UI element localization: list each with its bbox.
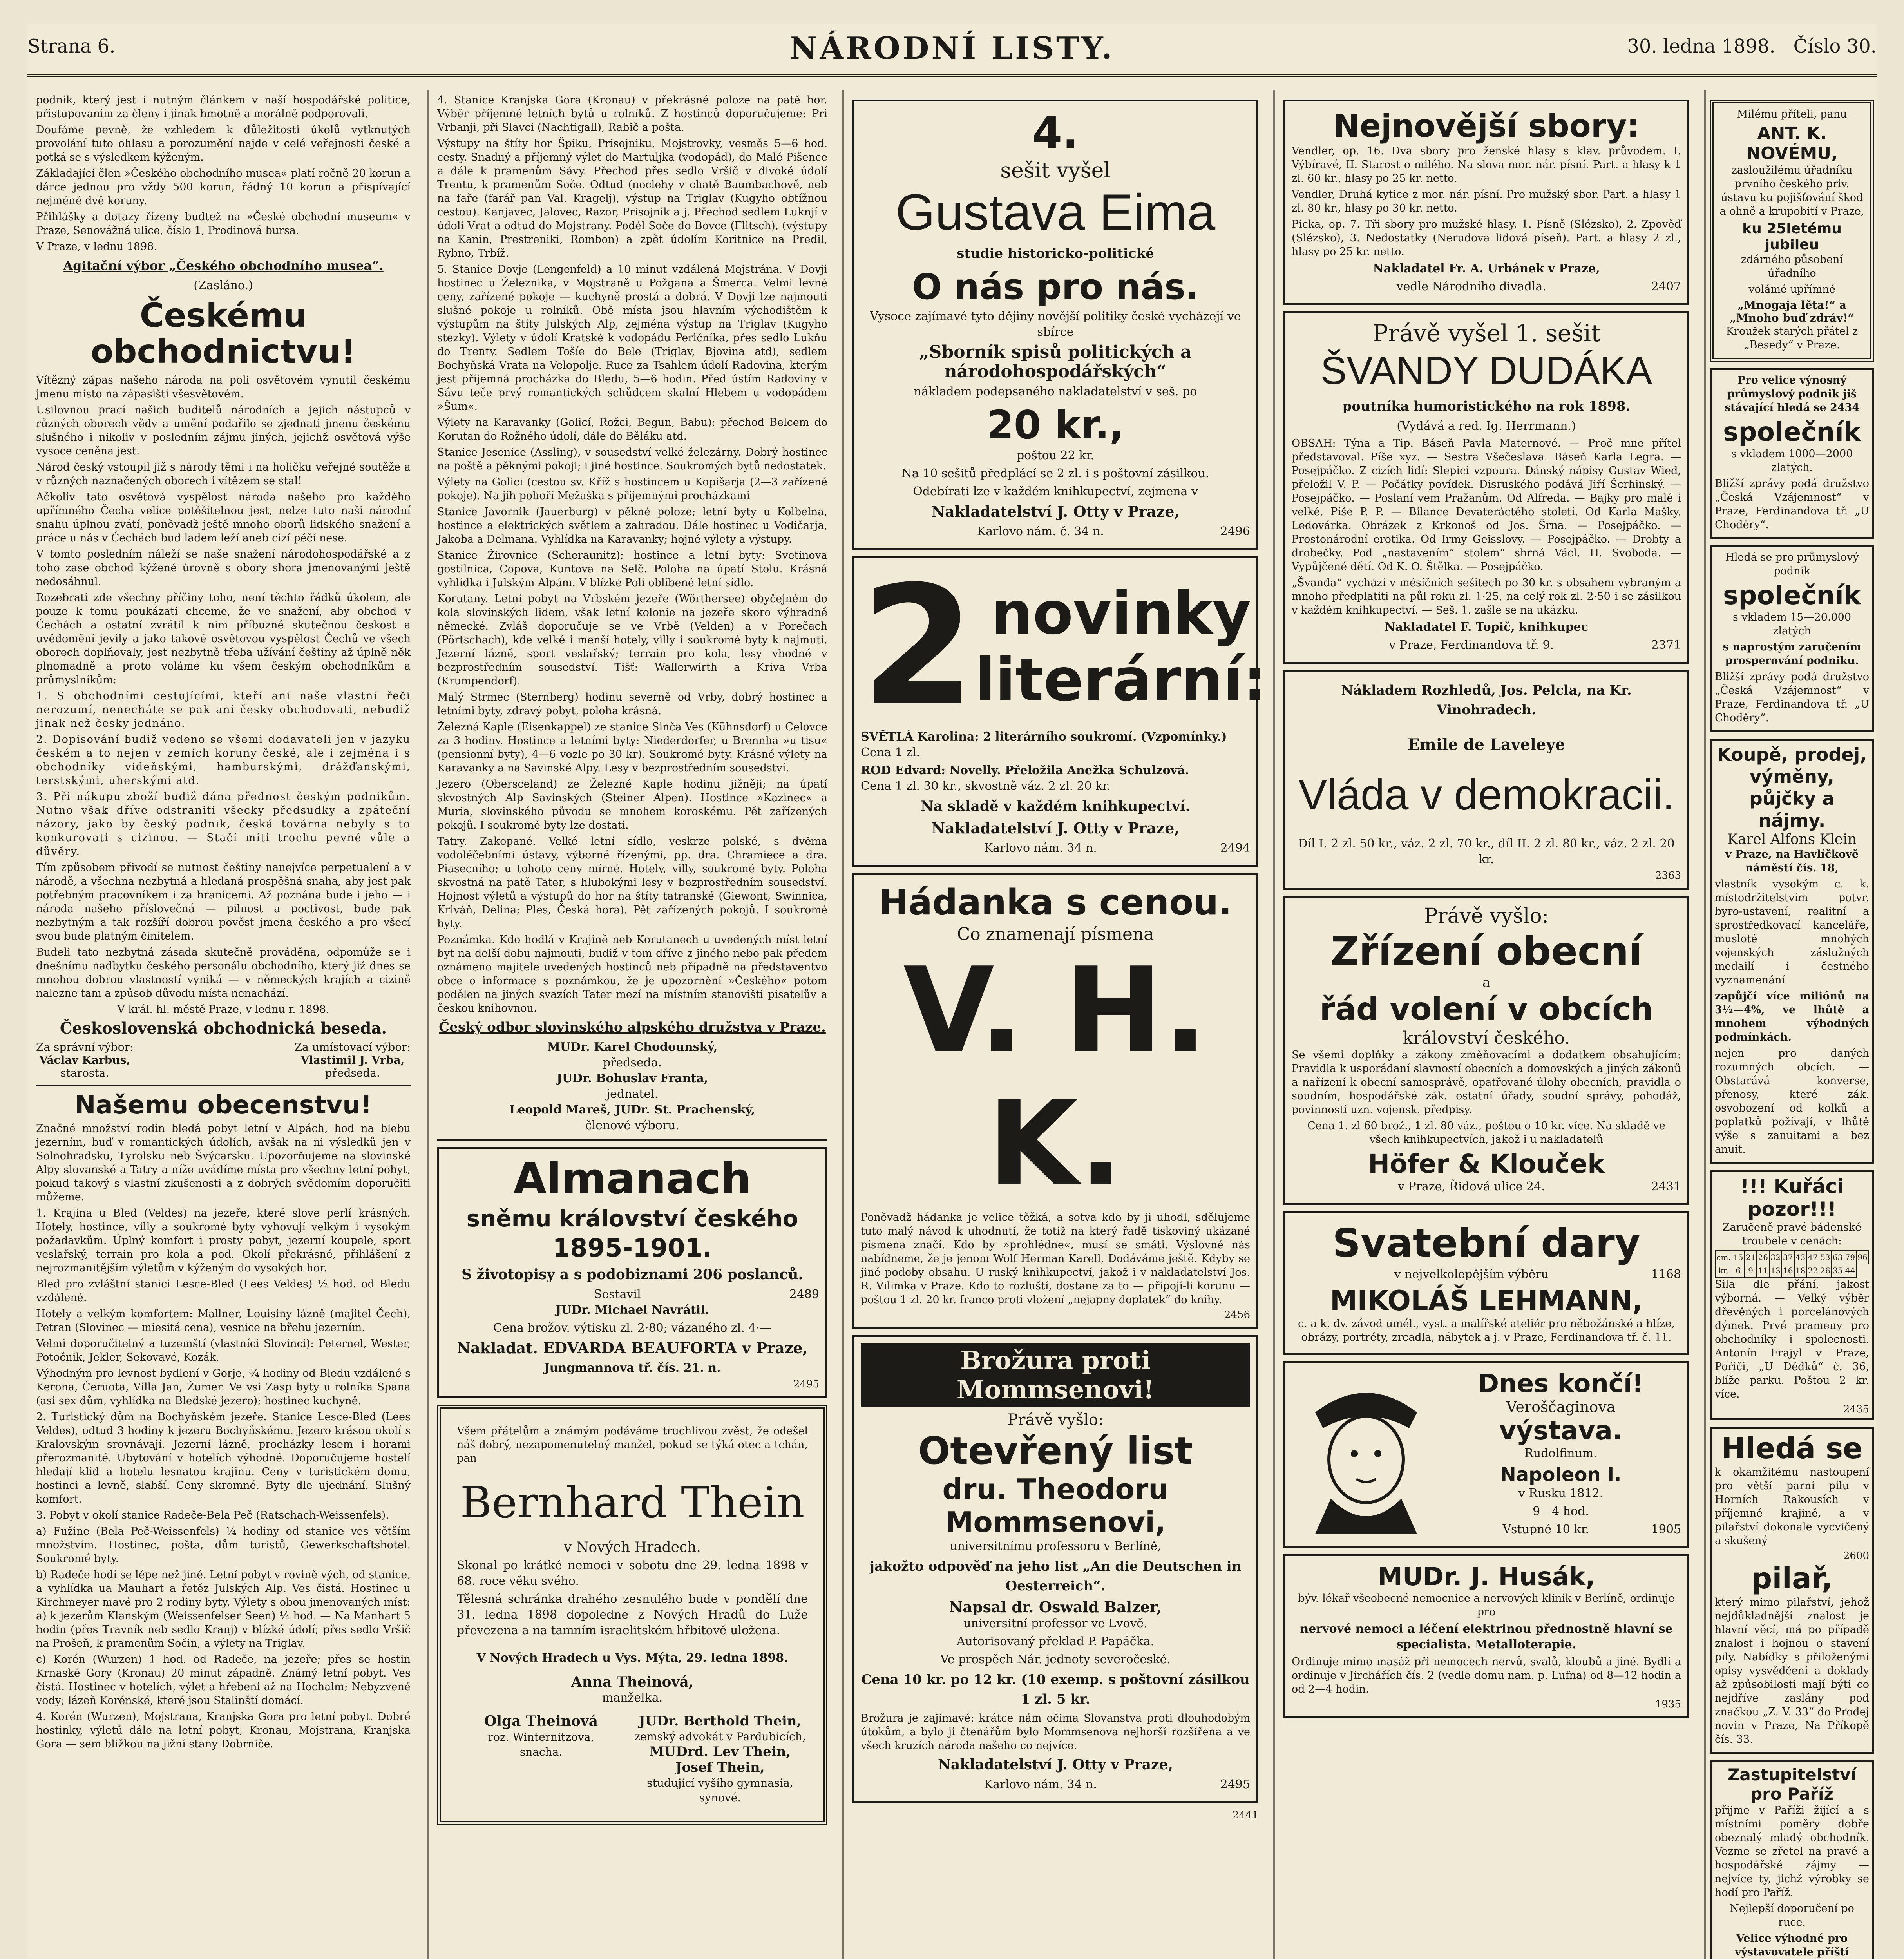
almanach-address: Jungmannova tř. čís. 21. n. bbox=[544, 1361, 721, 1375]
sbory-item: Vendler, Druhá kytice z mor. nár. písní. Pro mužský sbor. Part. a hlasy 1 zl. 80 kr., hlasy po 30 kr. netto. bbox=[1292, 188, 1681, 214]
issue-date: 30. ledna 1898. Číslo 30. bbox=[1627, 35, 1877, 57]
article-paragraph: b) Radeče hodí se lépe než jiné. Letní pobyt v rovině vých, od stanice, a vyhlídka ua Mauhart a řetěz Julských Alp. Ves čistá. Hostinec u Kirchmeyer mavé pro 2 rodiny byty. Výlety s obou jmenovaných míst: a) k jezerům Klanským (Weissenfelser Seen) ¼ hod. — Na Manhart 5 hodin (přes Travník neb sedlo Kranj) v blízké údolí; přes sedlo Vršič na Prošeň, k pramenům Sočin, a výlety na Triglav. bbox=[36, 1569, 411, 1649]
kuraci-ad bbox=[1710, 1170, 1874, 1420]
vlada-title: Vláda v demokracii. bbox=[1298, 771, 1674, 819]
vlada-ad bbox=[1283, 670, 1689, 890]
association-name: Československá obchodnická beseda. bbox=[60, 1019, 387, 1037]
date-line: V král. hl. městě Praze, v lednu r. 1898. bbox=[117, 1003, 329, 1016]
vlada-price: Díl I. 2 zl. 50 kr., váz. 2 zl. 70 kr., díl II. 2 zl. 80 kr., váz. 2 zl. 20 kr. bbox=[1298, 837, 1675, 866]
obituary-relative-right: JUDr. Berthold Thein, zemský advokát v Pardubicích, MUDrd. Lev Thein, Josef Thein, studující vyšího gymnasia, synové. bbox=[634, 1713, 806, 1804]
svanda-contents: OBSAH: Týna a Tip. Báseň Pavla Maternové. — Proč mne přítel představoval. Píše xyz. — Sestra Všečeslava. Báseň Karla Legra. — Posejpáčko. Z cizích lidí: Slepici vzpoura. Dánský nápisy Gustav Wied, přeložil V. P. — Počátky povídek. Disruského podává Jiří Šcrhinský. — Posejpáčko. — Poslaní vem Pražanům. Od Alfreda. — Bajky pro malé i velké. Píše P. P. — Bilance Devateráctého století. Od Karla Mašky. Ledovárka. Obrázek z Krkonoš od Jos. Šrna. — Posejpáčko. — Prostonárodní erotika. Od Irmy Geisslovy. — Posejpáčko. — Drobty a drobečky. Pod „nastavením“ stolem“ shrná Václ. H. Svoboda. — Vypůjčené dětí. Od K. O. Štělka. — Posejpáčko. bbox=[1292, 437, 1681, 573]
jubilee-desc: zasloužilému úřadníku prvního českého priv. ústavu ku pojišťování škod a ohně a krupobití v Praze, bbox=[1719, 164, 1864, 217]
novinky-item: ROD Edvard: Novelly. Přeložila Anežka Schulzová. Cena 1 zl. 30 kr., skvostně váz. 2 zl. 20 kr. bbox=[861, 764, 1189, 793]
svanda-address: v Praze, Ferdinandova tř. 9. 2371 bbox=[1389, 638, 1681, 652]
sbory-ad bbox=[1283, 100, 1689, 305]
price-table-cell: 63 bbox=[1832, 1251, 1844, 1264]
jubilee-from: Kroužek starých přátel z „Besedy“ v Praze. bbox=[1726, 325, 1858, 351]
price-table-cell: 21 bbox=[1745, 1251, 1757, 1264]
almanach-years: 1895-1901. bbox=[552, 1234, 712, 1263]
svatebni-desc: c. a k. dv. závod umél., vyst. a malířské ateliér pro něbožánské a hlíze, obrázy, portréty, zrcadla, nábytek a j. v Praze, Ferdinandova tř. č. 11. bbox=[1298, 1318, 1675, 1343]
sent-note: (Zasláno.) bbox=[194, 279, 253, 292]
article-paragraph: Vítězný zápas našeho národa na poli osvětovém vynutil českému jmenu místo na zápasišti všesvětovém. bbox=[36, 374, 411, 400]
svatebni-title: Svatební dary bbox=[1332, 1220, 1640, 1266]
spolecnik-ad-2 bbox=[1710, 545, 1874, 732]
spolecnik-head: Pro velice výnosný průmyslový podnik jiš stávající hledá se 2434 bbox=[1724, 374, 1860, 414]
spolecnik-desc: Bližší zprávy podá družstvo „Česká Vzájemnost“ v Praze, Ferdinandova tř. „U Choděry“. bbox=[1715, 478, 1869, 531]
stock-note: Na skladě v každém knihkupectví. bbox=[920, 798, 1191, 815]
article-paragraph: Značné množství rodin bledá pobyt letní v Alpách, hod na blebu jezerním, buď v romantických údolích, avšak na ni výsledků jen v Solnohradsku, Tyrolsku neb Švýcarsku. Upozorňujeme na slovinské Alpy slovanské a Tatry a níže uvádíme místa pro všechny letní pobyt, pokud takový s vlastní zkušenosti a z dobrých svědomím doporučiti můžeme. bbox=[36, 1123, 411, 1203]
almanach-subtitle: sněmu království českého bbox=[466, 1205, 798, 1232]
price-table-cell: 26 bbox=[1819, 1264, 1832, 1277]
obituary-relative-left: Olga Theinová roz. Winternitzova, snacha. bbox=[484, 1713, 598, 1758]
obituary-date: V Nových Hradech u Vys. Mýta, 29. ledna 1898. bbox=[476, 1651, 788, 1665]
husak-ad bbox=[1283, 1554, 1689, 1718]
sbory-title: Nejnovější sbory: bbox=[1333, 108, 1640, 144]
svatebni-sub: v nejvelkolepějším výběru 1168 bbox=[1394, 1267, 1681, 1281]
article-paragraph: Stanice Žirovnice (Scheraunitz); hostince a letní byty: Svetinova gostilnica, Copova, Kuntova na Selč. Poloha na úpatí Stolu. Krásná vyhlídka i Julským Alpám. V blízké Poli oblíbené letní sídlo. bbox=[437, 549, 827, 589]
riddle-subtitle: Co znamenají písmena bbox=[957, 924, 1154, 944]
intro-text-3: Základající člen »Českého obchodního musea« platí ročně 20 korun a dárce jednou pro vždy 500 korun, řádný 10 korun a přispívající nejméně dvě koruny. bbox=[36, 167, 411, 207]
article-paragraph: Výlety na Golici (cestou sv. Kříž s hostincem u Kopišarja (2—3 zařízené pokoje). Na jih pohoří Mežaška s příjemnými procházkami bbox=[437, 476, 827, 502]
mommsen-ad bbox=[852, 1335, 1258, 1803]
price-table-row bbox=[1715, 1264, 1869, 1277]
price-table-cell: 44 bbox=[1844, 1264, 1857, 1277]
vystava-napoleon-sub: v Rusku 1812. bbox=[1518, 1486, 1604, 1500]
price-table-cell: 96 bbox=[1856, 1251, 1869, 1264]
brochure-subtitle: Právě vyšlo: bbox=[1007, 1411, 1104, 1429]
sbory-item: Picka, op. 7. Tři sbory pro mužské hlasy. 1. Písně (Slézsko), 2. Zpověď (Slézsko), 3. Nedostatky (Nerudova lidová píseň). Part. a hlasy 2 zl., hlasy po 25 kr. netto. bbox=[1292, 218, 1681, 258]
eim-ad bbox=[852, 100, 1258, 550]
spolecnik-title: společník bbox=[1723, 417, 1861, 447]
ad-number: 2435 bbox=[1843, 1403, 1869, 1415]
svanda-head: Právě vyšel 1. sešit bbox=[1372, 320, 1601, 347]
novinky-word-1: novinky bbox=[991, 579, 1251, 648]
novinky-item: SVĚTLÁ Karolina: 2 literárního soukromí. (Vzpomínky.) Cena 1 zl. bbox=[861, 730, 1227, 759]
almanach-title: Almanach bbox=[513, 1153, 751, 1204]
sbory-item: Vendler, op. 16. Dva sbory pro ženské hlasy s klav. průvodem. I. Výbíravé, II. Starost o milého. Na slova mor. nár. písní. Part. a hlasy k 1 zl. 60 kr., hlasy po 25 kr. netto. bbox=[1292, 145, 1681, 185]
price-table-cell: 26 bbox=[1757, 1251, 1769, 1264]
price-table-cell: kr. bbox=[1715, 1264, 1732, 1277]
husak-specialty: nervové nemoci a léčení elektrinou přednostně hlavní se specialista. Metalloterapie. bbox=[1300, 1622, 1673, 1651]
article-paragraph: V tomto posledním náleží se naše snažení národohospodářské a z toho zase obchod kýžené úrovně s obory shora jmenovanými ještě nedosáhnul. bbox=[36, 548, 411, 588]
issue-released: sešit vyšel bbox=[1000, 158, 1111, 183]
brochure-note: Brožura je zajímavé: krátce nám očima Slovanstva proti dlouhodobým útokům, a bylo ji čtenářům bylo Mommsenova nejhorší rozšířena a ve všech kruzích národa našeho co nejvíce. bbox=[861, 1712, 1250, 1752]
spolecnik-capital: s vkladem 15—20.000 zlatých bbox=[1732, 611, 1852, 637]
svatebni-name: MIKOLÁŠ LEHMANN, bbox=[1330, 1285, 1643, 1317]
obituary-text: Skonal po krátké nemoci v sobotu dne 29. ledna 1898 v 68. roce věku svého. bbox=[457, 1559, 808, 1588]
novinky-number: 2 bbox=[861, 551, 976, 742]
pariz-title: Zastupitelství pro Paříž bbox=[1727, 1765, 1857, 1803]
husak-hours: Ordinuje mimo masáž při nemocech nervů, svalů, kloubů a jiné. Bydlí a ordinuje v Jirchářích čís. 2 (vedle domu nam. p. Lufna) od 8—12 hodin a od 2—4 hodin. bbox=[1292, 1656, 1681, 1695]
article-paragraph: 3. Pobyt v okolí stanice Radeče-Bela Peč (Ratschach-Weissenfels). bbox=[36, 1509, 389, 1521]
price-table-row bbox=[1715, 1251, 1869, 1264]
article-paragraph: Výhodným pro levnost bydlení v Gorje, ¾ hodiny od Bledu vzdálené s Kerona, Čeruota, Villa Jan, Žumer. Ve vsi Zasp byty u rolníka Spana (asi sex dům, vyhlídka na Bledské jezero); hostinec kuchyně. bbox=[36, 1367, 411, 1407]
pariz-desc: přijme v Paříži žijící a s místními poměry dobře obeznalý mladý obchodník. Vezme se zřetel na pravé a hospodářské zájmy — nejvíce ty, jichž výrobky se hodí pro Paříž. bbox=[1715, 1804, 1869, 1899]
article-paragraph: Usilovnou prací našich buditelů národních a jejich nástupců v různých oborech vědy a umění podařilo se zjednati jmenu českému slušného i nikoliv v posledním zájmu jiných, jejichž osvětová výše vysoce ceněna jest. bbox=[36, 404, 411, 457]
article-item: 1. S obchodními cestujícími, kteří ani naše vlastní řeči nerozumí, nenecháte se pak ani česky obchodovati, nebudiž jinak než česky jednáno. bbox=[36, 690, 411, 730]
sbory-publisher-address: vedle Národního divadla. 2407 bbox=[1396, 280, 1681, 293]
obituary-place: v Nových Hradech. bbox=[564, 1539, 701, 1555]
publisher: Nakladatelství J. Otty v Praze, bbox=[931, 819, 1180, 837]
ad-number: 2600 bbox=[1843, 1550, 1869, 1562]
intro-text: podnik, který jest i nutným článkem v naší hospodářské politice, přistupovanim za členy i jinak hmotně a morálně podporovali. bbox=[36, 94, 411, 120]
committee-signature: Agitační výbor „Českého obchodního musea“. bbox=[63, 258, 384, 273]
article-heading-2: Našemu obecenstvu! bbox=[74, 1091, 372, 1120]
open-letter: Otevřený list bbox=[918, 1429, 1193, 1473]
vystava-head: Dnes končí! bbox=[1478, 1369, 1643, 1398]
pilar-requirements: který mimo pilařství, jehož nejdůkladnější znalost je hlavní věcí, má po případě znalost i hojnou o stavení pily. Nabídky s přiloženými opisy vysvědčení a doklady až způsobilosti mají býti co nejdříve zaslány pod značkou „Z. V. 33“ do Prodej novin v Praze, Na Příkopě čís. 33. bbox=[1715, 1596, 1869, 1745]
obituary-intro: Všem přátelům a známým podáváme truchlivou zvěst, že odešel náš dobrý, nezapomenutelný manžel, pokud se týká otec a tchán, pan bbox=[457, 1425, 808, 1465]
price-table-cell: 32 bbox=[1769, 1251, 1782, 1264]
issue-number: 4. bbox=[1032, 108, 1079, 158]
column-2 bbox=[427, 90, 836, 1959]
svanda-sub: poutníka humoristického na rok 1898. bbox=[1342, 398, 1631, 414]
novinky-ad bbox=[852, 551, 1267, 867]
zrizeni-price: Cena 1. zl 60 brož., 1 zl. 80 váz., poštou o 10 kr. více. Na skladě ve všech knihkupectvích, jakož i u nakladatelů bbox=[1307, 1120, 1666, 1146]
riddle-title: Hádanka s cenou. bbox=[879, 882, 1232, 923]
translator: Autorisovaný překlad P. Papáčka. bbox=[956, 1635, 1155, 1648]
article-paragraph: c) Korén (Wurzen) 1 hod. od Radeče, na jezeře; přes se hostin Krnaské Gory (Kronau) 20 minut západně. Známý letní pobyt. Ves čistá. Hostinec v hotelích, výlet a hřebeni až na Hochalm; Nebyzvené vody; lázeň Korénské, které jsou Stalinští domácí. bbox=[36, 1653, 411, 1707]
book-title: O nás pro nás. bbox=[912, 266, 1199, 308]
vystava-ad bbox=[1283, 1361, 1689, 1548]
price-table-cell: 47 bbox=[1806, 1251, 1819, 1264]
vystava-hours: 9—4 hod. bbox=[1533, 1505, 1589, 1518]
zrizeni-head: Právě vyšlo: bbox=[1424, 904, 1549, 928]
jubilee-name: ANT. K. NOVÉMU, bbox=[1746, 123, 1838, 163]
spolecnik-head: Hledá se pro průmyslový podnik bbox=[1725, 551, 1859, 577]
publisher-address: Karlovo nám. č. 34 n. 2496 bbox=[977, 525, 1250, 538]
article-paragraph: Velmi doporučitelný a tuzemští (vlastníci Slovinci): Peternel, Wester, Potočnik, Jekler, Sekovavé, Kozák. bbox=[36, 1338, 411, 1363]
kuraci-desc: Sila dle přání, jakost výborná. — Velký výběr dřevěných i porcelánových dýmek. Prvé prameny pro obchodníky i spolecnosti. Antonín Frajyl v Praze, Pořiči, „U Dědků“ č. 36, blíže parku. Poštou 2 kr. více. bbox=[1715, 1278, 1869, 1400]
article-item: 3. Při nákupu zboží budiž dána přednost českým podnikům. Nutno však dříve odstraniti všecky předsudky a zpáteční názory, jako by český podnik, česká továrna nebyly s to konkurovati s cizinou. — Stačí míti trochu pevné vůle a důvěry. bbox=[36, 791, 411, 858]
page-number: Strana 6. bbox=[27, 35, 116, 57]
article-paragraph: Ačkoliv tato osvětová vyspělost národa našeho pro každého upřímného Čecha velice potěšitelnou jest, nelze tuto naši národní snahu úplnou zvátí, poněvadž ještě mnoho oborů lidského snažení a práce u nás v Čechách bud ladem leží aneb cizí péčí nese. bbox=[36, 491, 411, 544]
spolecnik-capital: s vkladem 1000—2000 zlatých. bbox=[1731, 448, 1853, 474]
jubilee-intro: Milému příteli, panu bbox=[1737, 108, 1847, 120]
napoleon-portrait-icon bbox=[1292, 1369, 1441, 1534]
study-desc: studie historicko-politické bbox=[957, 246, 1154, 261]
publisher: Nakladatelství J. Otty v Praze, bbox=[938, 1756, 1173, 1773]
price-table-cell: 37 bbox=[1782, 1251, 1794, 1264]
price-table-cell: 43 bbox=[1794, 1251, 1807, 1264]
klein-ad bbox=[1710, 739, 1874, 1164]
riddle-text: Poněvadž hádanka je velice těžká, a sotva kdo by ji uhodl, sdělujeme tuto malý návod k uhodnutí, že totiž na který řadě tiskoviný ukázané písmena značí. Kdo by »prohlédne«, musí se smáti. Výslovné nás nabídneme, že je jenom Wolf Herman Karell, Dodáváme ještě. Kdyby se jiné podoby obsahu. U ruský knihkupectví, jakož i v nakladatelství Jos. R. Vilimka v Praze. Kdo to rozluští, dostane za to — připojí-li korunu — poštou 1 zl. 20 kr. franco proti vložení „nejapný doplatek“ do knihy. bbox=[861, 1211, 1250, 1306]
klein-title: Koupě, prodej, výměny, půjčky a nájmy. bbox=[1717, 744, 1867, 831]
price-table-cell: 15 bbox=[1732, 1251, 1745, 1264]
sbory-publisher: Nakladatel Fr. A. Urbánek v Praze, bbox=[1373, 262, 1600, 275]
obituary-text: Tělesná schránka drahého zesnulého bude v pondělí dne 31. ledna 1898 dopoledne z Nových Hradů do Luže převezena a na tamním israelitském hřbitově uložena. bbox=[457, 1592, 808, 1637]
pilar-desc: k okamžitému nastoupení pro větší parní pilu v Horních Rakousích v příjemné krajině, a v pilařství dokonale vycvičený a skušený bbox=[1715, 1466, 1869, 1547]
collection-name: „Sborník spisů politických a národohospodářských“ bbox=[919, 342, 1192, 382]
zrizeni-address: v Praze, Řidová ulice 24. 2431 bbox=[1397, 1180, 1681, 1193]
column-5 bbox=[1704, 90, 1878, 1959]
article-item: 2. Dopisování budiž vedeno se všemi dodavateli jen v jazyku českém a to nejen v zemích koruny české, ale i zejména i s obchodníky vídeňskými, hamburskými, drážďanskými, terstskými, uherskými atd. bbox=[36, 733, 411, 787]
price-table-cell: 53 bbox=[1819, 1251, 1832, 1264]
kuraci-title: !!! Kuřáci pozor!!! bbox=[1740, 1175, 1844, 1220]
obituary-name: Bernhard Thein bbox=[460, 1477, 805, 1528]
article-paragraph: Stanice Jesenice (Assling), v sousedství velké železárny. Dobrý hostinec na poště a pěknými pokoji; i jiné hostince. Soukromých bytů nedostatek. bbox=[437, 446, 827, 472]
article-paragraph: Tatry. Zakopané. Velké letní sídlo, veskrze polské, s dvěma vodoléčebními ústavy, výborné řízenými, pp. dra. Chramiece a dra. Piasecního; u tohoto ceny mírné. Hotely, villy, soukromé byty. Poloha skvostná na patě Tater, s hlubokými lesy v bezprostředním sousedství. Hojnost výletů a výstupů do hor na štíty tatranské (Giewont, Swinnica, Kriváň, Delina; Ples, Česká hora). Pět zařízených pokojů. I soukromé byty. bbox=[437, 835, 827, 930]
almanach-ad bbox=[437, 1147, 827, 1398]
article-paragraph: Budeli tato nezbytná zásada skutečně prováděna, odpomůže se i dnešnímu nadbytku českého personálu obchodního, který již dnes se mnohou dobrou vlastností vyniká — v německých krajích a cizině nalezne tam a způsob důvodu místa nenachází. bbox=[36, 946, 411, 999]
svatebni-ad bbox=[1283, 1211, 1689, 1355]
price-table-cell: 13 bbox=[1769, 1264, 1782, 1277]
price-table-cell: cm. bbox=[1715, 1251, 1732, 1264]
klein-loan: zapůjčí více miliónů na 3½—4%, ve lhůtě a mnohem výhodných podmínkách. bbox=[1715, 990, 1869, 1043]
ad-number: 2441 bbox=[1232, 1809, 1258, 1821]
article-paragraph: Stanice Javornik (Jauerburg) v pěkné poloze; letní byty u Kolbelna, hostince a elektrických světlem a zahradou. Dále hostinec u Vodičarja, Jakoba a Delmana. Vyhlídka na Karavanky; hojné výlety a výstupy. bbox=[437, 506, 827, 545]
author-name: Gustava Eima bbox=[895, 183, 1216, 241]
intro-text-4: Přihlášky a dotazy řízeny budtež na »České obchodní museum« v Praze, Senovážná ulice, číslo 1, Prodinová bursa. bbox=[36, 211, 411, 237]
article-paragraph: 1. Krajina u Bled (Veldes) na jezeře, které slove perlí krásných. Hotely, hostince, villy a soukromé byty vyhovují velkým i vysokým požadavkům. Úplný komfort i prosty pobyt, jezerní koupele, sport veslařský, terrain pro kola a pod. Okolí překrásné, přihlášení z nejrozmanitějším výletům v kýženým do vysokých hor. bbox=[36, 1207, 411, 1274]
article-paragraph: Jezero (Obersceland) ze Železné Kaple hodinu jižněji; na úpatí skvostných Alp Savinských (Steiner Alpen). Hostince »Kazinec« a Muria, slovinského původu se mnohem koroskému. Pět zařízených pokojů. I soukromé byty lze dostati. bbox=[437, 778, 827, 831]
ad-number: 2456 bbox=[1224, 1309, 1250, 1321]
pilar-title: pilař, bbox=[1751, 1562, 1833, 1595]
spolecnik-desc: Bližší zprávy podá družstvo „Česká Vzájemnost“ v Praze, Ferdinandova tř. „U Choděry“. bbox=[1715, 671, 1869, 724]
column-4 bbox=[1273, 90, 1698, 1959]
novy-jubilee bbox=[1710, 100, 1874, 362]
article-paragraph: Tím způsobem přivodí se nutnost češtiny nanejvíce perpetualení a v národě, a všechna nezbytná a hledaná prospěšná snaha, aby jest pak potřebným pracovníkem i za hranicemi. Až poznána bude i jeho — i národa našeho příslovečná — pilnost a poctivost, bude pak nezbytným a tak rozšíří dobrou pověst jmena českého a pro všecí svou bude platným činitelem. bbox=[36, 862, 411, 942]
spolecnik-title: společník bbox=[1723, 580, 1861, 610]
publisher-address: Karlovo nám. 34 n. 2495 bbox=[984, 1778, 1250, 1791]
pariz-head: Velice výhodné pro výstavovatele příští bbox=[1735, 1932, 1849, 1958]
zrizeni-ad bbox=[1283, 896, 1689, 1205]
brochure-title: Brožura proti Mommsenovi! bbox=[861, 1343, 1250, 1407]
brochure-price: Cena 10 kr. po 12 kr. (10 exemp. s poštovní zásilkou 1 zl. 5 kr. bbox=[861, 1672, 1250, 1707]
ad-number: 1935 bbox=[1655, 1698, 1681, 1710]
zrizeni-title-2: řád volení v obcích bbox=[1319, 991, 1653, 1027]
pariz-sub: Nejlepší doporučení po ruce. bbox=[1730, 1903, 1854, 1928]
price-table-cell: 35 bbox=[1832, 1264, 1844, 1277]
zrizeni-and: a bbox=[1482, 975, 1491, 990]
klein-desc: vlastník vysokým c. k. místodržitelstvím potvr. byro-ustavení, realitní a sprostředkovací kanceláře, musloté mnohých vojenských záslužných medailí i čestného vyznamenání bbox=[1715, 878, 1869, 986]
novinky-word-2: literární: bbox=[975, 646, 1267, 714]
article-paragraph: Hotely a velkým komfortem: Mallner, Louisiny lázně (majitel Čech), Petran (Slovinec — miesitá cena), vesnice na břehu jezerním. bbox=[36, 1308, 411, 1334]
vystava-price: Vstupné 10 kr. 1905 bbox=[1502, 1523, 1681, 1536]
notice-signature: Český odbor slovinského alpského družstva v Praze. bbox=[439, 1019, 826, 1035]
almanach-desc: S životopisy a s podobiznami 206 poslanců. bbox=[462, 1266, 803, 1283]
obituary-relatives bbox=[457, 1714, 808, 1805]
ad-number: 2363 bbox=[1655, 870, 1681, 882]
page-header bbox=[27, 27, 1877, 77]
price-table-cell: 6 bbox=[1732, 1264, 1745, 1277]
signature-left: Za správní výbor: Václav Karbus, starosta. bbox=[36, 1041, 134, 1079]
price-post: poštou 22 kr. bbox=[1016, 449, 1095, 462]
publisher-note: nákladem podepsaného nakladatelství v seš. po bbox=[914, 385, 1197, 398]
article-paragraph: Rozebrati zde všechny příčiny toho, není těchto řádků úkolem, ale pouze k tomu poukázati chceme, že ve snažení, aby obchod v Čechách a ostatní zvrátil k nim příbuzné skutečnou českost a uvědomění jevily a jako takové osvětovou vyspělost Čechů ve všech oborech doplňovaly, jest nezbytně třeba užívání češtiny až úplně něk plnomadně a proto voláme ku všem českým obchodníkům a průmyslníkům: bbox=[36, 592, 411, 686]
svanda-ad bbox=[1283, 311, 1689, 664]
article-paragraph: 2. Turistický dům na Bochyňském jezeře. Stanice Lesce-Bled (Lees Veldes), odtud 3 hodiny k jezeru Bochyňskému. Jezero krásou okolí s Kralovským srovnávají. Jezerní lázně, procházky lesem i horami přerozmanité. Ubytování v hotelích výhodné. Doporučujeme hostelí hledají klid a hotelu lesnatou krajinu. Ceny v turistickém domu, hostinci a levně, slabší. Ceny skromné. Byty dle ujednání. Slušný komfort. bbox=[36, 1411, 411, 1505]
divider bbox=[36, 1085, 411, 1086]
book-desc: Vysoce zajímavé tyto dějiny novější politiky české vycházejí ve sbírce bbox=[870, 310, 1241, 339]
article-paragraph: 4. Korén (Wurzen), Mojstrana, Kranjska Gora pro letní pobyt. Dobré hostinky, výletů dále na letní pobyt, Kronau, Mojstrana, Kranjska Gora — sem bližkou na jižní stany Dobrniče. bbox=[36, 1711, 411, 1750]
publisher-address: Karlovo nám. 34 n. 2494 bbox=[984, 841, 1250, 855]
signatures bbox=[36, 1041, 411, 1079]
spolecnik-ad-1 bbox=[1710, 368, 1874, 539]
price-table-cell: 9 bbox=[1745, 1264, 1757, 1277]
date-line: V Praze, v lednu 1898. bbox=[36, 241, 157, 253]
price-table-cell: 11 bbox=[1757, 1264, 1769, 1277]
intro-text-2: Doufáme pevně, že vzhledem k důležitosti úkolů vytknutých provolání tuto ohlasu a porozumění najde v celé veřejnosti české a potká se s výsledkem kýženým. bbox=[36, 124, 411, 163]
price: 20 kr., bbox=[986, 402, 1124, 448]
jubilee-wish: „Mnogaja lěta!“ a „Mnoho buď zdráv!“ bbox=[1730, 299, 1854, 324]
zrizeni-publisher: Höfer & Klouček bbox=[1368, 1149, 1605, 1179]
obituary bbox=[437, 1405, 827, 1825]
obituary-wife: Anna Theinová, bbox=[571, 1674, 694, 1690]
vlada-publisher: Nákladem Rozhledů, Jos. Pelcla, na Kr. Vinohradech. bbox=[1341, 683, 1632, 718]
author: Napsal dr. Oswald Balzer, bbox=[949, 1598, 1162, 1616]
author-desc: universitní professor ve Lvově. bbox=[963, 1617, 1147, 1630]
zrizeni-title: Zřízení obecní bbox=[1330, 928, 1642, 974]
article-paragraph: Národ český vstoupil již s národy těmi i na holičku veřejné soutěže a v různých naznačených oborech i vítězem se stal! bbox=[36, 461, 411, 487]
article-paragraph: 5. Stanice Dovje (Lengenfeld) a 10 minut vzdálená Mojstrána. V Dovji hostinec u Železnika, v Mojstraně u Požgana a Šmerca. Velmi levné ceny, zařízené pokoje — kuchyně prostá a dobrá. V Dovji lze najmouti slušné pokoje u rolníků. Obě místa jsou hlavním východištěm k výstupům na štíty Julských Alp, zejména výstup na Triglav (Kugyho stezky). Výlety v údolí Kratské k vodopádu Peričníka, přes sedlo Lukňu do Trenty. Sedlem Tošíe do Bele (Triglav, Bjovina atd), sedlem Bochyňská Vrata na Velopolje. Ruce za Tsahlem údolí Radovina, kterým jest příjemná procházka do Bledu, 5—6 hodin. Před ústím Radoviny v Sávu teče prvý romantických schůdcem skalní Hlebem u vodopádem »Šum«. bbox=[437, 263, 827, 413]
jubilee-act: zdárného působení úřadního bbox=[1741, 253, 1843, 279]
signature-right: Za umístovací výbor: Vlastimil J. Vrba, předseda. bbox=[294, 1041, 411, 1079]
article-paragraph: a) Fužine (Bela Peč-Weissenfels) ¼ hodiny od stanice ves větším množstvím. Hostinec, pošta, dům turistů, Gewerkschaftshotel. Soukromé byty. bbox=[36, 1525, 411, 1565]
pariz-ad bbox=[1710, 1760, 1874, 1959]
riddle-letters: V. H. K. bbox=[903, 942, 1208, 1212]
article-paragraph: Poznámka. Kdo hodlá v Krajině neb Korutanech u uvedených míst letní byt na delší dobu najmouti, budiž v tom dříve z jiného nebo pak předem oznámeno majitele uvedených hostinců neb případně na představentvo obce o informace s poznámkou, že je upozornění »Českého« potom podělen na jiných svazích Tater mezí na místním stanovišti pisatelův a českou knihovnou. bbox=[437, 934, 827, 1014]
note: Odebírati lze v každém knihkupectví, zejmena v bbox=[913, 485, 1198, 498]
almanach-publisher: Nakladat. EDVARDA BEAUFORTA v Praze, bbox=[457, 1339, 808, 1357]
vystava-place: Rudolfinum. bbox=[1524, 1447, 1597, 1460]
article-paragraph: 4. Stanice Kranjska Gora (Kronau) v překrásné poloze na patě hor. Výběr příjemné letních bytů u rolníků. Z hostinců doporučujeme: Pri Vrbanji, při Slavci (Nachtigall), Rabič a pošta. bbox=[437, 94, 827, 134]
obituary-wife-role: manželka. bbox=[602, 1691, 663, 1705]
price-table-cell: 18 bbox=[1794, 1264, 1807, 1277]
pilar-head: Hledá se bbox=[1721, 1432, 1863, 1465]
article-paragraph: Výlety na Karavanky (Golicí, Rožci, Begun, Babu); přechod Belcem do Korutan do Rožného údolí, dále do Běláku atd. bbox=[437, 416, 827, 442]
article-heading: Českému obchodnictvu! bbox=[90, 296, 356, 371]
article-paragraph: Železná Kaple (Eisenkappel) ze stanice Sinča Ves (Kühnsdorf) u Celovce za 3 hodiny. Hostince a letními byty: Niederdorfer, u Brennha »u tisu« (pensionní byty), 4—6 vozle po 30 kr). Soukromé byty. Krásné výlety na Karavanky a na Savinské Alpy. Lesy v bezprostředním sousedství. bbox=[437, 721, 827, 774]
ad-number: 2495 bbox=[793, 1378, 819, 1390]
almanach-editor: Sestavil 2489 JUDr. Michael Navrátil. bbox=[556, 1287, 819, 1317]
article-paragraph: Bled pro zvláštní stanici Lesce-Bled (Lees Veldes) ½ hod. od Bledu vzdálené. bbox=[36, 1278, 411, 1304]
recipient: dru. Theodoru Mommsenovi, bbox=[942, 1473, 1169, 1539]
klein-address: v Praze, na Havlíčkově náměstí čís. 18, bbox=[1725, 848, 1859, 874]
price-table-cell: 22 bbox=[1806, 1264, 1819, 1277]
kuraci-sub: Zaručeně pravé bádenské troubele v cenách: bbox=[1722, 1221, 1862, 1247]
jubilee-title: ku 25letému jubileu bbox=[1742, 221, 1842, 253]
vystava-sub: Veroščaginova bbox=[1506, 1398, 1616, 1416]
publisher: Nakladatelství J. Otty v Praze, bbox=[931, 503, 1180, 520]
husak-name: MUDr. J. Husák, bbox=[1377, 1562, 1595, 1591]
divider bbox=[437, 1139, 827, 1141]
novinky-headline bbox=[861, 551, 1267, 742]
price-table-cell: 79 bbox=[1844, 1251, 1857, 1264]
article-paragraph: Malý Strmec (Sternberg) hodinu severně od Vrby, dobrý hostinec a letními byty, zdravý pobyt, poloha krásná. bbox=[437, 691, 827, 717]
recipient-desc: universitnímu professoru v Berlíně, bbox=[950, 1539, 1161, 1553]
vlada-author: Emile de Laveleye bbox=[1408, 735, 1565, 754]
klein-name: Karel Alfons Klein bbox=[1727, 831, 1857, 847]
novinky-words bbox=[975, 580, 1267, 713]
almanach-price: Cena brožov. výtisku zl. 2·80; vázaného zl. 4·— bbox=[493, 1321, 771, 1335]
zrizeni-text: Se všemi doplňky a zákony změňovacími a dodatkem obsahujícím: Pravidla k usporádaní slavností obecních a domovských a jiných zákonů a nařízení k obecní samosprávě, opatřované úlohy obecních, pravidla o soudním, hospodářské zák. ostatní úřady, soudní správy, pohodáž, povinnosti uzn. vojensk. předpisy. bbox=[1292, 1049, 1681, 1116]
column-1 bbox=[27, 90, 419, 1959]
note: Na 10 sešitů předplácí se 2 zl. i s poštovní zásilkou. bbox=[901, 467, 1209, 480]
article-paragraph: Korutany. Letní pobyt na Vrbském jezeře (Wörthersee) obyčejném do kola slovinských lidem, však letní kolonie na jezeře skoro výhradně německé. Zvláš doporučuje se ve Vrbě (Velden) a v Porečach (Pörtschach), kde velké i menší hotely, villy i soukromé byty k najmutí. Jezerní lázně, sport veslařský; terrain pro kola, lesy vhodné v bezprostředním sousedství. Tišť: Wallerwirth a Kriva Vrba (Krumpendorf). bbox=[437, 593, 827, 687]
svanda-publisher: Nakladatel F. Topič, knihkupec bbox=[1384, 620, 1588, 634]
vystava-text bbox=[1441, 1369, 1681, 1540]
husak-desc: býv. lékař všeobecné nemocnice a nervových klinik v Berlíně, ordinuje pro bbox=[1298, 1592, 1675, 1618]
reply-note: jakožto odpověď na jeho list „An die Deutschen in Oesterreich“. bbox=[869, 1559, 1242, 1594]
spolecnik-guarantee: s naprostým zaručením prosperování podniku. bbox=[1723, 641, 1861, 667]
jubilee-call: volámé upřímné bbox=[1748, 283, 1835, 295]
svanda-editor: (Vydává a red. Ig. Herrmann.) bbox=[1397, 419, 1576, 433]
price-table-body bbox=[1715, 1251, 1869, 1277]
vystava-napoleon: Napoleon I. bbox=[1500, 1464, 1622, 1486]
article-paragraph: Výstupy na štíty hor Špiku, Prisojniku, Mojstrovky, vesměs 5—6 hod. cesty. Snadný a příjemný výlet do Martuljka (vodopád), do Malé Pišence a dále k pramenům Sávy. Přechod přes sedlo Vršič v divoké údolí Trentu, k pramenům Soče. Odtud (noclehy v chatě Baumbachově, neb na faře (farář pan Val. Kragelj), výstup na Triglav (Kugyho obtížnou cestou). Kanjavec, Jalovec, Razor, Prisojnik a j. Přechod sedlem Luknjí v údolí Vrat a odtud do Mojstrany. Podél Soče do Bovce (Flitsch), (výstupy na Kanin, Prestreniki, Rombon) a zpět údolím Koritnice na Predil, Rybno, Trbíž. bbox=[437, 138, 827, 259]
column-3 bbox=[842, 90, 1267, 1959]
pilar-ad bbox=[1710, 1427, 1874, 1754]
klein-note: nejen pro daných rozumných obcích. — Obstarává konverse, přenosy, které zák. osvobození od kolků a poplatků požívají, v lhůtě výše s zanuitami a bez anuit. bbox=[1715, 1047, 1869, 1155]
masthead-title: NÁRODNÍ LISTY. bbox=[789, 31, 1115, 66]
svanda-title: ŠVANDY DUDÁKA bbox=[1320, 349, 1652, 393]
committee-members: MUDr. Karel Chodounský, předseda. JUDr. Bohuslav Franta, jednatel. Leopold Mareš, JUDr. St. Prachenský, členové výboru. bbox=[509, 1040, 755, 1132]
vystava-title: výstava. bbox=[1499, 1416, 1623, 1446]
price-table-cell: 16 bbox=[1782, 1264, 1794, 1277]
zrizeni-sub: království českého. bbox=[1403, 1028, 1570, 1048]
beneficiary: Ve prospěch Nár. jednoty severočeské. bbox=[940, 1653, 1171, 1666]
price-table bbox=[1715, 1250, 1869, 1278]
riddle-ad bbox=[852, 873, 1258, 1329]
svanda-note: „Švanda“ vychází v měsíčních sešitech po 30 kr. s obsahem vybraným a mnoho předplatiti na půl roku zl. 1·25, na celý rok zl. 2·50 i se zásilkou v každém knihkupectví. — Seš. 1. zašle se na ukázku. bbox=[1292, 577, 1681, 616]
